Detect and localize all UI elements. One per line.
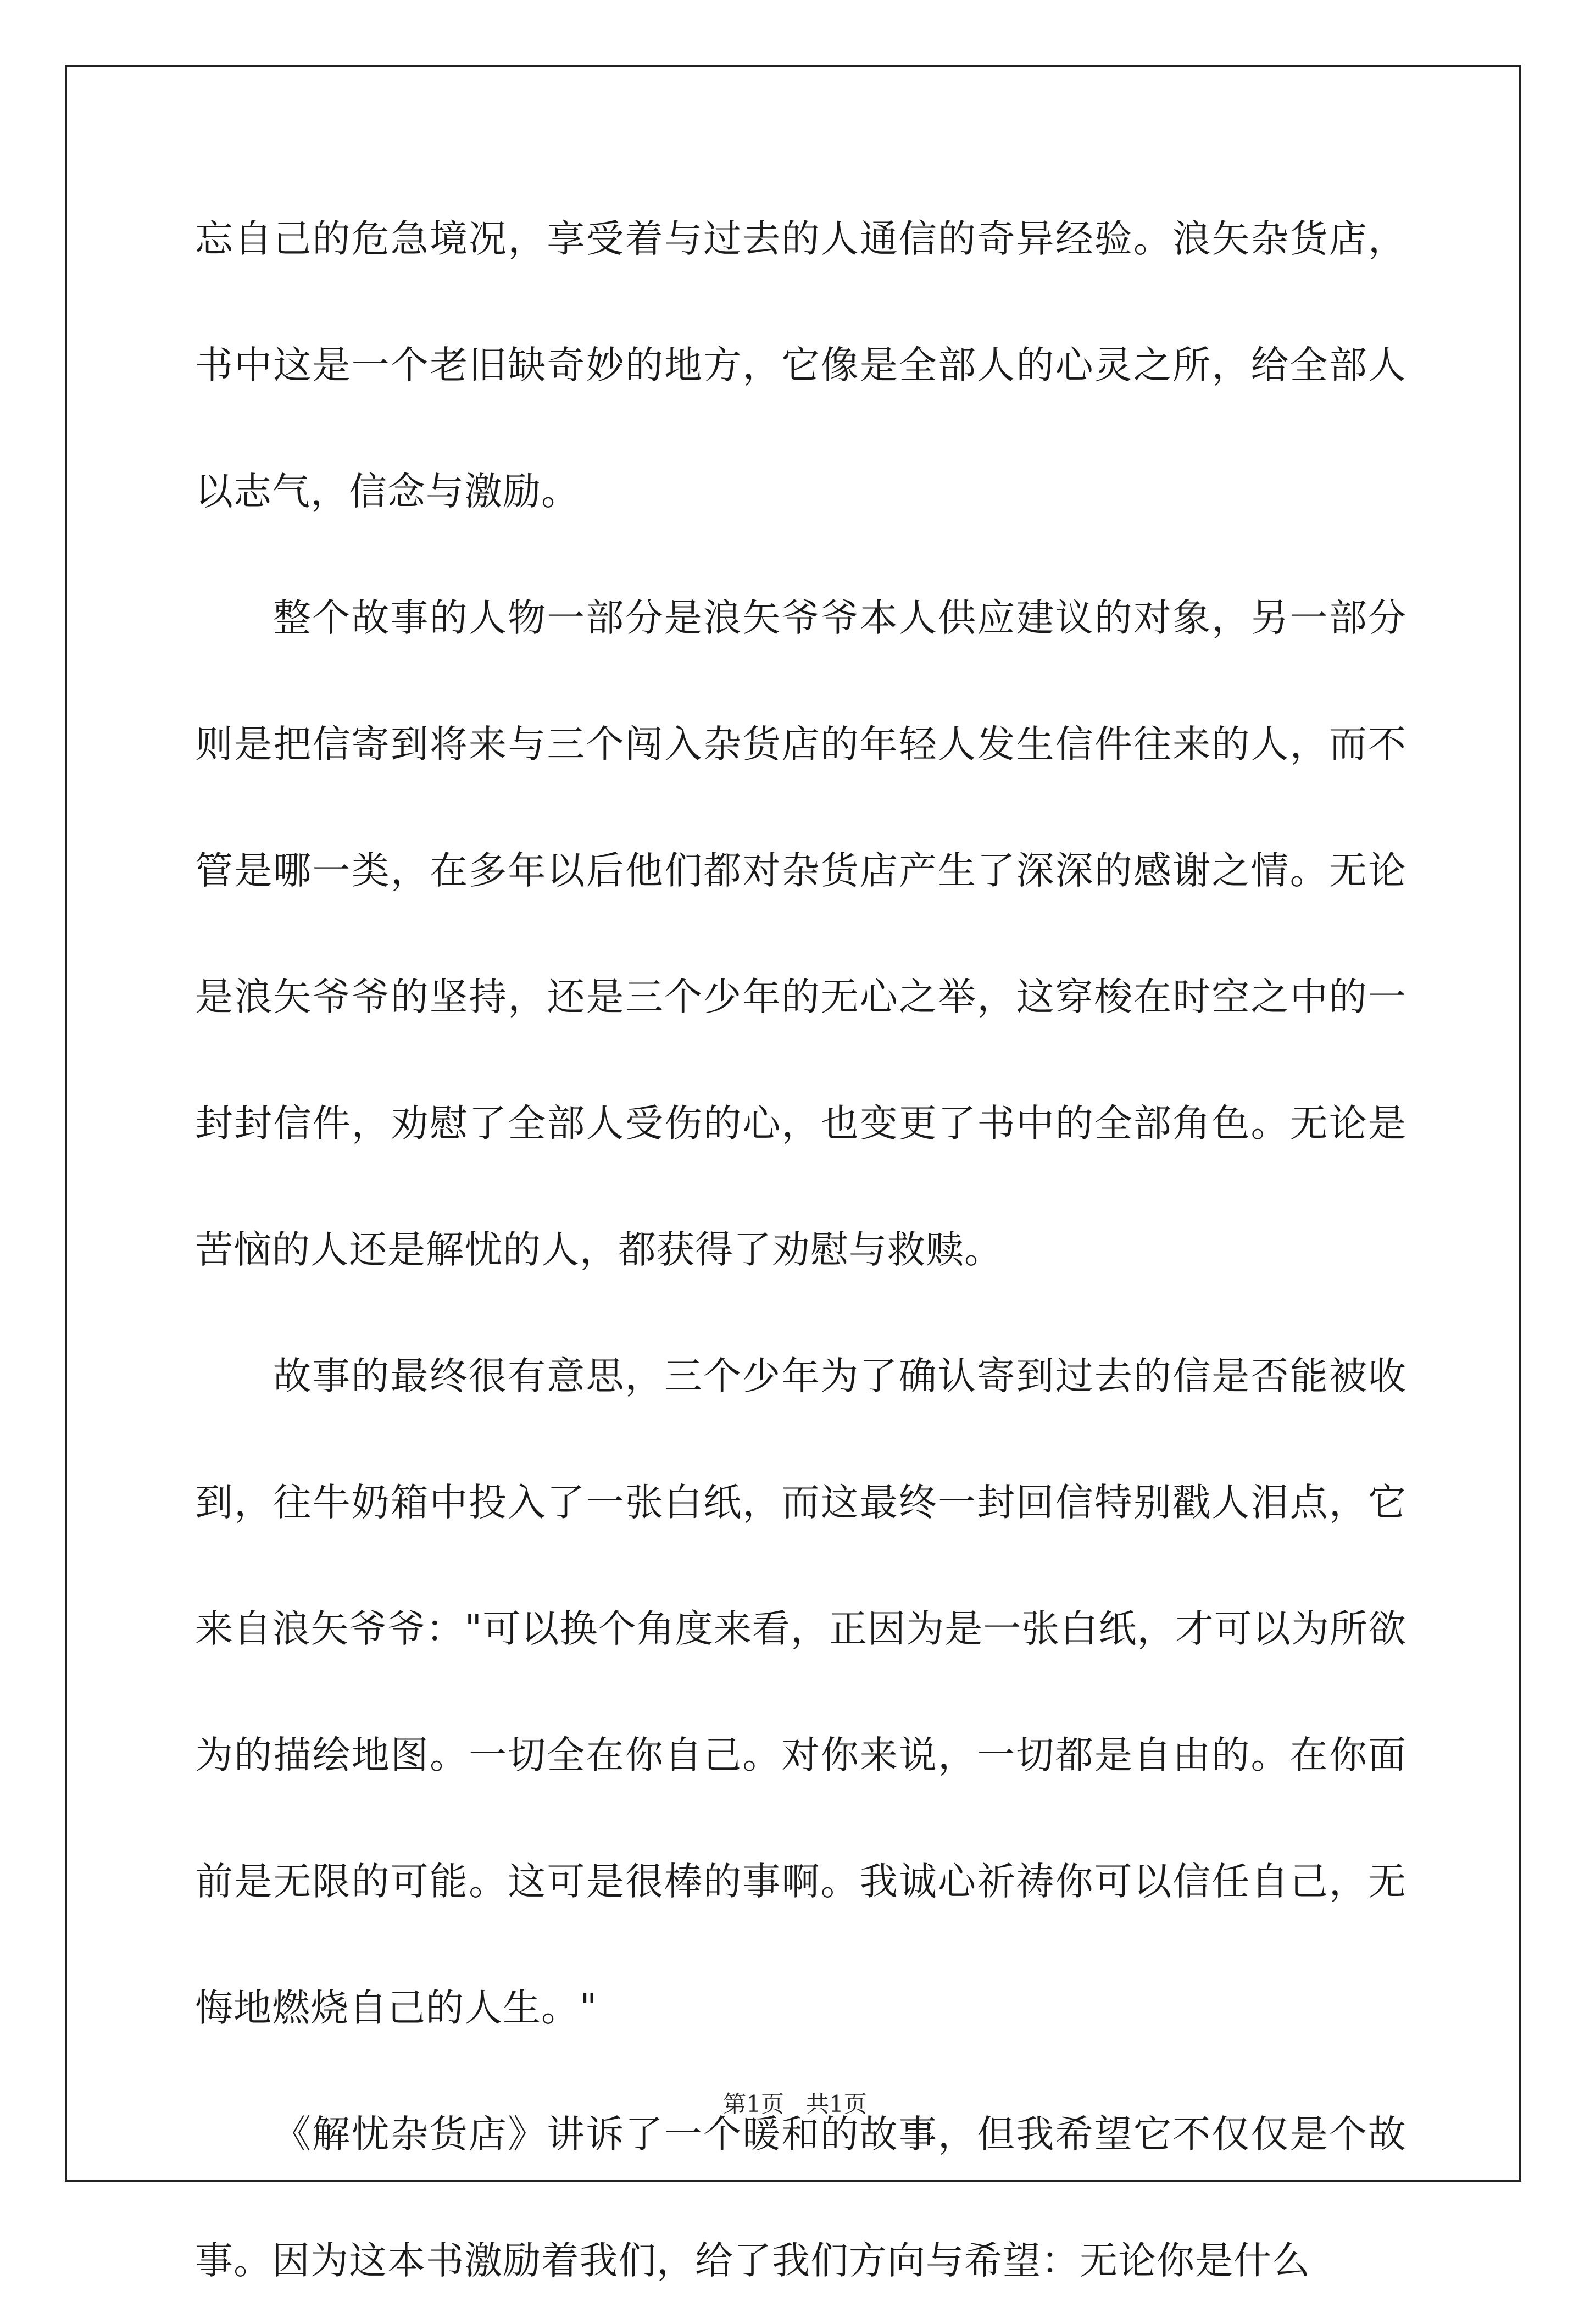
paragraph-3: 故事的最终很有意思，三个少年为了确认寄到过去的信是否能被收到，往牛奶箱中投入了一张白纸，而这最终一封回信特别戳人泪点，它来自浪矢爷爷："可以换个角度来看，正因为是一张白纸，才可以为所欲为的描绘地图。一切全在你自己。对你来说，一切都是自由的。在你面前是无限的可能。这可是很棒的事啊。我诚心祈祷你可以信任自己，无悔地燃烧自己的人生。" bbox=[195, 1354, 1406, 2030]
paragraph-2: 整个故事的人物一部分是浪矢爷爷本人供应建议的对象，另一部分则是把信寄到将来与三个闯入杂货店的年轻人发生信件往来的人，而不管是哪一类，在多年以后他们都对杂货店产生了深深的感谢之情。无论是浪矢爷爷的坚持，还是三个少年的无心之举，这穿梭在时空之中的一封封信件，劝慰了全部人受伤的心，也变更了书中的全部角色。无论是苦恼的人还是解忧的人，都获得了劝慰与救赎。 bbox=[195, 596, 1406, 1272]
page-footer bbox=[0, 2086, 1590, 2119]
page-number: 第1页 bbox=[723, 2091, 784, 2117]
paragraph-4: 《解忧杂货店》讲诉了一个暖和的故事，但我希望它不仅仅是个故事。因为这本书激励着我们，给了我们方向与希望：无论你是什么 bbox=[195, 2112, 1406, 2283]
page-total: 共1页 bbox=[806, 2091, 867, 2117]
document-body bbox=[195, 176, 1406, 2324]
paragraph-1: 忘自己的危急境况，享受着与过去的人通信的奇异经验。浪矢杂货店，书中这是一个老旧缺奇妙的地方，它像是全部人的心灵之所，给全部人以志气，信念与激励。 bbox=[195, 217, 1406, 514]
